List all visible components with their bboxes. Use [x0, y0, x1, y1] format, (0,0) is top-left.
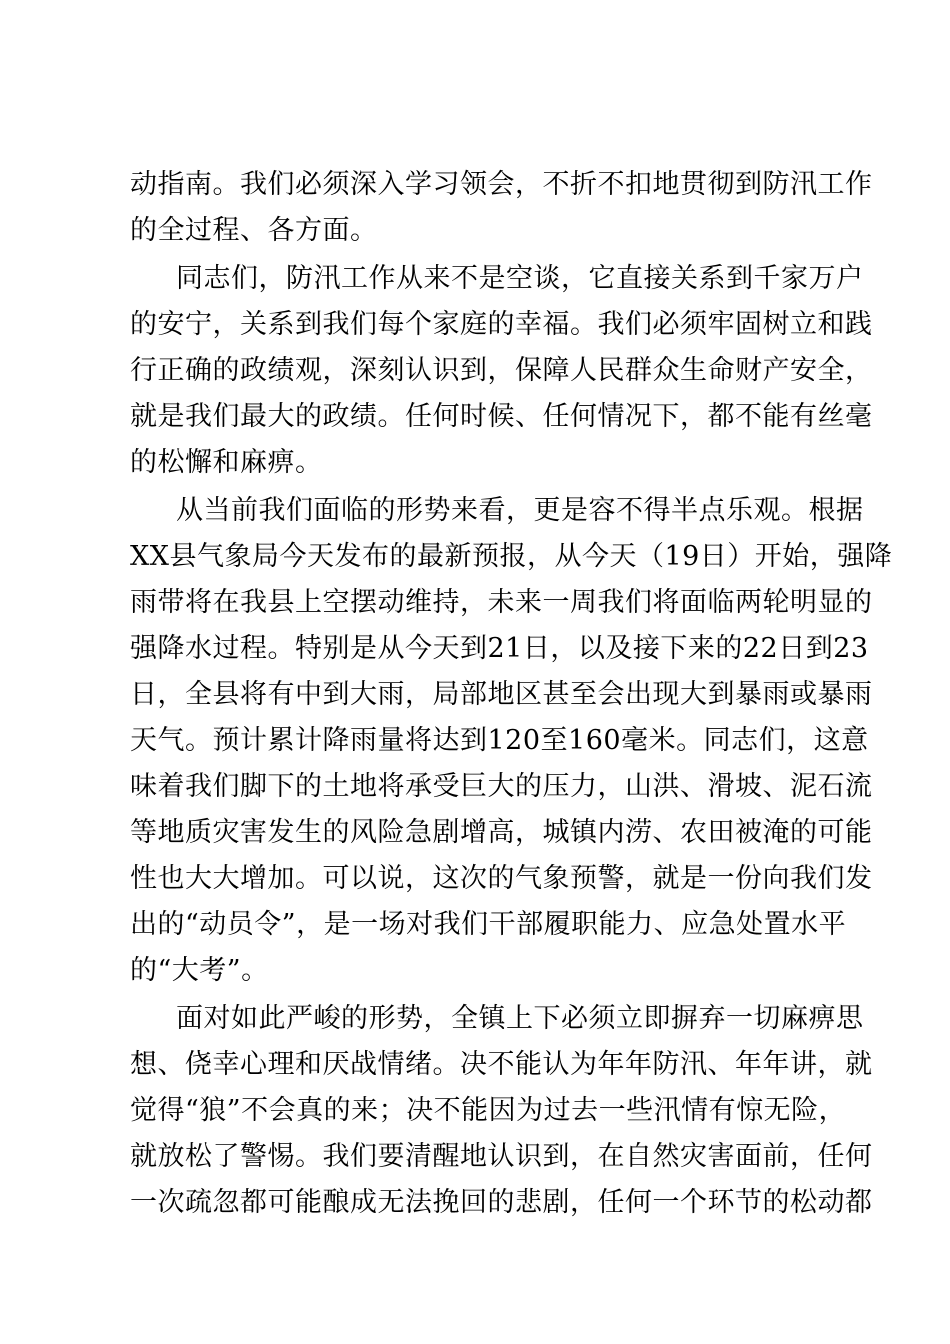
text-line: 行正确的政绩观，深刻认识到，保障人民群众生命财产安全， [130, 355, 873, 386]
text-line: 天气。预计累计降雨量将达到120至160毫米。同志们，这意 [130, 725, 869, 756]
text-line: 从当前我们面临的形势来看，更是容不得半点乐观。根据 [176, 495, 864, 526]
text-line: 想、侥幸心理和厌战情绪。决不能认为年年防汛、年年讲，就 [130, 1049, 873, 1080]
text-line: 一次疏忽都可能酿成无法挽回的悲剧，任何一个环节的松动都 [130, 1187, 873, 1218]
text-line: 同志们，防汛工作从来不是空谈，它直接关系到千家万户 [176, 263, 864, 294]
paragraph-3 [130, 488, 893, 994]
text-line: 的全过程、各方面。 [130, 215, 378, 246]
text-line: 觉得“狼”不会真的来；决不能因为过去一些汛情有惊无险， [130, 1095, 847, 1126]
text-line: 强降水过程。特别是从今天到21日，以及接下来的22日到23 [130, 633, 869, 664]
text-line: 的松懈和麻痹。 [130, 447, 323, 478]
text-line: 等地质灾害发生的风险急剧增高，城镇内涝、农田被淹的可能 [130, 817, 873, 848]
text-line: 日，全县将有中到大雨，局部地区甚至会出现大到暴雨或暴雨 [130, 679, 873, 710]
paragraph-2 [130, 256, 873, 486]
text-line: XX县气象局今天发布的最新预报，从今天（19日）开始，强降 [130, 541, 893, 572]
text-line: 性也大大增加。可以说，这次的气象预警，就是一份向我们发 [130, 863, 873, 894]
text-line: 面对如此严峻的形势，全镇上下必须立即摒弃一切麻痹思 [176, 1003, 864, 1034]
text-line: 的安宁，关系到我们每个家庭的幸福。我们必须牢固树立和践 [130, 309, 873, 340]
text-line: 出的“动员令”，是一场对我们干部履职能力、应急处置水平 [130, 909, 847, 940]
paragraph-4 [130, 996, 873, 1226]
document-body [130, 162, 893, 1228]
text-line: 味着我们脚下的土地将承受巨大的压力，山洪、滑坡、泥石流 [130, 771, 873, 802]
paragraph-1 [130, 162, 873, 254]
text-line: 就放松了警惕。我们要清醒地认识到，在自然灾害面前，任何 [130, 1141, 873, 1172]
text-line: 动指南。我们必须深入学习领会，不折不扣地贯彻到防汛工作 [130, 169, 873, 200]
text-line: 就是我们最大的政绩。任何时候、任何情况下，都不能有丝毫 [130, 401, 873, 432]
text-line: 雨带将在我县上空摆动维持，未来一周我们将面临两轮明显的 [130, 587, 873, 618]
text-line: 的“大考”。 [130, 955, 269, 986]
